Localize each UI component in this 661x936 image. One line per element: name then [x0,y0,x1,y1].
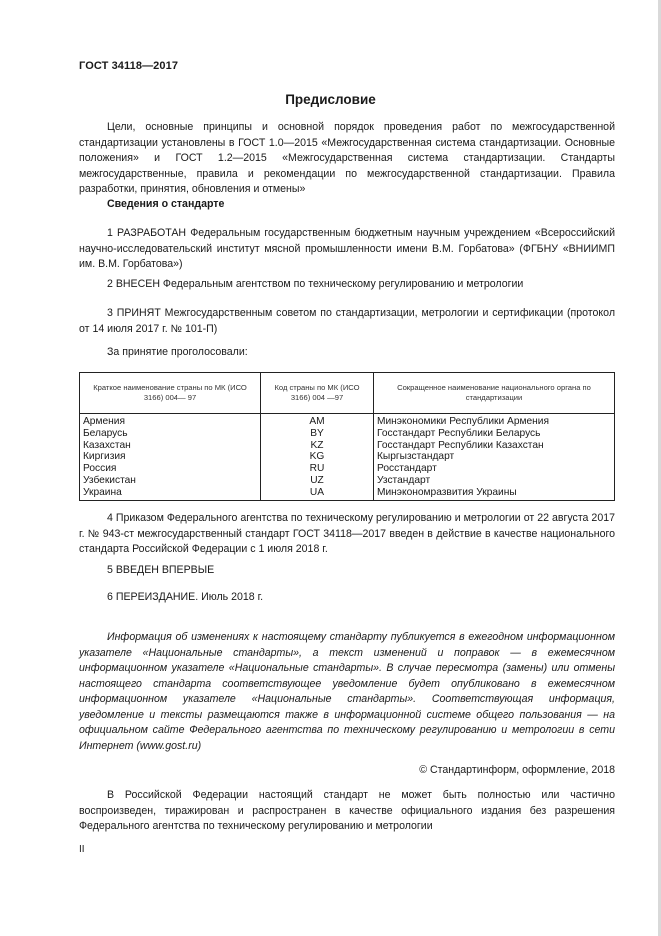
table-row [80,428,615,440]
country-name-cell: Украина [80,487,261,500]
intro-text: Цели, основные принципы и основной порядок проведения работ по межгосударственной стандартизации установлены в ГОСТ 1.0—2015 «Межгосударственная система стандартизации. Основные положения» и ГОСТ 1.2—2015 «Межгосударственная система стандартизации. Стандарты межгосударственные, правила и рекомендации по межгосударственной стандартизации. Правила разработки, принятия, обновления и отмены» [79,121,615,195]
country-name-cell: Россия [80,463,261,475]
info-heading-text: Сведения о стандарте [107,198,225,210]
country-name-cell: Казахстан [80,440,261,452]
standards-body-cell: Минэкономики Республики Армения [374,414,615,428]
table-row [80,475,615,487]
country-code-cell: AM [261,414,374,428]
legal-restriction-text: В Российской Федерации настоящий стандарт не может быть полностью или частично воспроизведен, тиражирован и распространен в качестве официального издания без разрешения Федерального агентства по техническому регулированию и метрологии [79,789,615,832]
country-name-cell: Узбекистан [80,475,261,487]
item-5-first-introduced [79,563,615,579]
country-code-cell: UZ [261,475,374,487]
item-3-adopted [79,306,615,337]
standards-body-cell: Минэкономразвития Украины [374,487,615,500]
item-5-text: 5 ВВЕДЕН ВПЕРВЫЕ [107,564,215,576]
legal-restriction-paragraph [79,788,615,835]
standards-body-cell: Кыргызстандарт [374,451,615,463]
section-title: Предисловие [285,92,376,107]
voting-countries-table [79,372,615,501]
item-1-developer [79,226,615,273]
table-row [80,440,615,452]
country-name-cell: Армения [80,414,261,428]
document-id-header: ГОСТ 34118—2017 [79,60,179,72]
country-code-cell: BY [261,428,374,440]
table-header-row [80,373,615,414]
country-name-cell: Беларусь [80,428,261,440]
country-code-cell: UA [261,487,374,500]
standards-body-cell: Госстандарт Республики Беларусь [374,428,615,440]
standards-body-cell: Узстандарт [374,475,615,487]
page-number: II [79,844,85,855]
item-2-submitted [79,277,615,293]
item-6-reissue [79,590,615,606]
standards-body-cell: Росстандарт [374,463,615,475]
item-3-text: 3 ПРИНЯТ Межгосударственным советом по стандартизации, метрологии и сертификации (протокол от 14 июля 2017 г. № 101-П) [79,307,615,335]
changes-notice-text: Информация об изменениях к настоящему стандарту публикуется в ежегодном информационном указателе «Национальные стандарты», а текст изменений и поправок — в ежемесячном информационном указателе «Национальные стандарты». В случае пересмотра (замены) или отмены настоящего стандарта соответствующее уведомление будет опубликовано в ежемесячном информационном указателе «Национальные стандарты». Соответствующая информация, уведомление и тексты размещаются также в информационной системе общего пользования — на официальном сайте Федерального агентства по техническому регулированию и метрологии в сети Интернет (www.gost.ru) [79,631,615,752]
country-code-cell: KG [261,451,374,463]
changes-notice-paragraph [79,630,615,754]
table-row [80,463,615,475]
country-code-cell: RU [261,463,374,475]
copyright-line: © Стандартинформ, оформление, 2018 [419,764,615,776]
country-code-cell: KZ [261,440,374,452]
item-4-text: 4 Приказом Федерального агентства по техническому регулированию и метрологии от 22 августа 2017 г. № 943-ст межгосударственный стандарт ГОСТ 34118—2017 введен в действие в качестве национального стандарта Российской Федерации с 1 июля 2018 г. [79,512,615,555]
header-country-name: Краткое наименование страны по МК (ИСО 3166) 004— 97 [80,373,261,414]
voted-label-text: За принятие проголосовали: [107,346,248,358]
header-country-code: Код страны по МК (ИСО 3166) 004 —97 [261,373,374,414]
country-name-cell: Киргизия [80,451,261,463]
table-row [80,487,615,500]
item-6-text: 6 ПЕРЕИЗДАНИЕ. Июль 2018 г. [107,591,264,603]
voted-label [79,345,615,361]
table-row [80,414,615,428]
table-row [80,451,615,463]
item-2-text: 2 ВНЕСЕН Федеральным агентством по техническому регулированию и метрологии [107,278,524,290]
item-4-order [79,511,615,558]
info-heading [79,197,615,213]
standards-body-cell: Госстандарт Республики Казахстан [374,440,615,452]
item-1-text: 1 РАЗРАБОТАН Федеральным государственным бюджетным научным учреждением «Всероссийский научно-исследовательский институт мясной промышленности имени В.М. Горбатова» (ФГБНУ «ВНИИМП им. В.М. Горбатова») [79,227,615,270]
intro-paragraph [79,120,615,198]
header-standards-body: Сокращенное наименование национального органа по стандартизации [374,373,615,414]
